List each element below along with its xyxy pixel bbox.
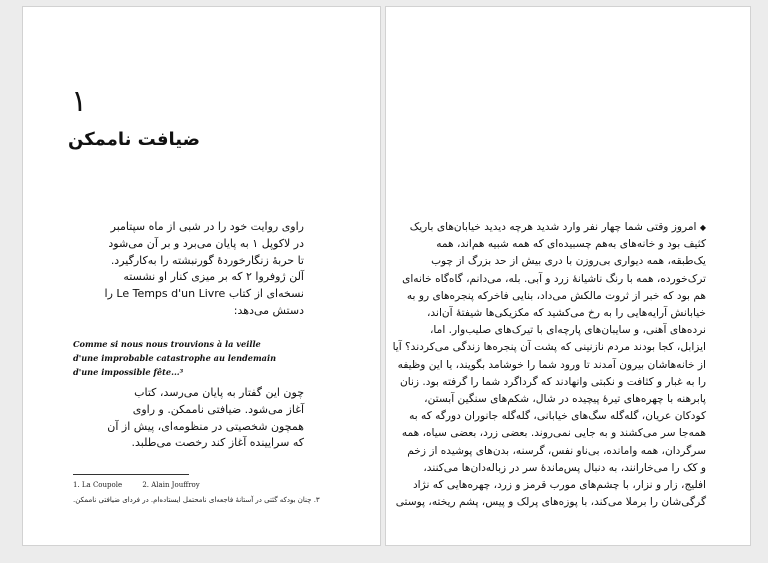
body-text	[392, 219, 706, 511]
body-line: نرده‌های آهنی، و سایبان‌های پارچه‌ای با تیرک‌های صلیب‌وار. اما،	[430, 324, 706, 337]
chapter-title: ضیافت ناممکن	[68, 129, 201, 150]
intro-line: دستش می‌دهد:	[233, 303, 304, 317]
body-line-text: امروز وقتی شما چهار نفر وارد شدید هرچه دیدید خیابان‌های باریک	[409, 221, 697, 233]
footnote-1: 1. La Coupole	[73, 481, 123, 489]
body-line: ایزابل، کجا بودند مردم نازنینی که پشت آن پنجره‌ها زندگی می‌کردند؟ آیا	[392, 341, 706, 354]
intro-line: آلن ژوفروا ۲ که بر میزی کنار او نشسته	[123, 270, 304, 284]
footnote-3: ۳. چنان بودکه گئتی در آستانهٔ فاجعه‌ای نامحتمل ایستاده‌ام. در فردای ضیافتی ناممکن.	[73, 496, 320, 504]
body-line	[409, 219, 706, 236]
french-quote	[73, 337, 313, 379]
footnote-divider	[73, 474, 189, 475]
body-line: و کک را می‌خارانند، به دنبال پس‌ماندهٔ سر در زباله‌دان‌ها می‌کنند،	[423, 461, 706, 474]
body-line: از خانه‌هاشان بیرون آمدند تا ورود شما را خوشامد بگویند، یا این وظیفه	[397, 358, 706, 371]
intro-paragraph	[71, 219, 304, 320]
quote-line: d'une improbable catastrophe au lendemain	[73, 353, 277, 363]
intro-line: راوی روایت خود را در شبی از ماه سپتامبر	[110, 220, 304, 233]
intro-line: در لاکوپل ۱ به پایان می‌برد و بر آن می‌شود	[108, 236, 304, 250]
intro-line: تا حربهٔ زنگارخوردهٔ گورنبشته را به‌کارگیرد.	[110, 253, 304, 267]
body-line: هم بود که خبر از ثروت مالکش می‌داد، بنایی فاخرکه پنجره‌های رو به	[406, 289, 706, 302]
quote-line: d'une impossible fête...³	[73, 367, 184, 377]
body-line: سرگردان، همه وامانده، بی‌ناو نفس، گرسنه، بدن‌های پوشیده از زخم	[407, 444, 706, 457]
quote-line: Comme si nous nous trouvions à la veille	[73, 339, 261, 349]
closing-line: که سرایینده آغاز کند رخصت می‌طلبد.	[131, 436, 304, 450]
closing-paragraph	[71, 385, 304, 452]
body-line: گرگی‌شان را برملا می‌کند، با پوزه‌های پرلک و پیس، پشم ریخته، پوستی	[395, 496, 706, 509]
footnotes-latin	[73, 481, 218, 489]
footnote-2: 2. Alain Jouffroy	[142, 481, 200, 489]
body-line: همه‌جا سر می‌کشند و به جایی نمی‌روند. بعضی زرد، بعضی سیاه، همه	[401, 427, 706, 440]
body-line: کثیف بود و خانه‌های به‌هم چسبیده‌ای که همه شبیه هم‌اند، همه	[436, 238, 706, 251]
closing-line: چون این گفتار به پایان می‌رسد، کتاب	[134, 386, 304, 399]
closing-line: همچون شخصیتی در منظومه‌ای، پیش از آن	[107, 419, 304, 433]
body-line: خیابانش آرایه‌هایی را به رخ می‌کشید که مکزیکی‌ها شیفته‌ٔ آن‌اند،	[427, 307, 706, 320]
diamond-bullet-icon: ◆	[699, 223, 706, 232]
closing-line: آغاز می‌شود. ضیافتی ناممکن. و راوی	[132, 402, 304, 416]
body-line: ترک‌خورده، همه با رنگ ناشیانهٔ زرد و آبی. بله، می‌دانم، گاه‌گاه خانه‌ای	[402, 272, 706, 285]
right-page	[385, 6, 751, 546]
body-line: یک‌طبقه، همه دیواری بی‌روزن با دری بیش از حد بزرگ از چوب	[431, 255, 706, 268]
left-page	[22, 6, 381, 546]
intro-line: نسخه‌ای از کتاب Le Temps d'un Livre را	[104, 287, 304, 301]
body-line: افلیج، زار و نزار، با چشم‌های مورب قرمز و زرد، چهره‌هایی که نژاد	[412, 479, 706, 492]
body-line: پابرهنه با چهره‌های تیرهٔ پیچیده در شال، شکم‌های سنگین آبستن،	[424, 393, 706, 406]
body-line: را به غبار و کثافت و نکبتی وانهادند که گرداگرد شما را گرفته بود. زنان	[399, 375, 706, 388]
body-line: کودکان عریان، گله‌گله سگ‌های خیابانی، گله‌گله جانوران دورگه که به	[409, 410, 706, 423]
chapter-number: ۱	[71, 84, 88, 119]
